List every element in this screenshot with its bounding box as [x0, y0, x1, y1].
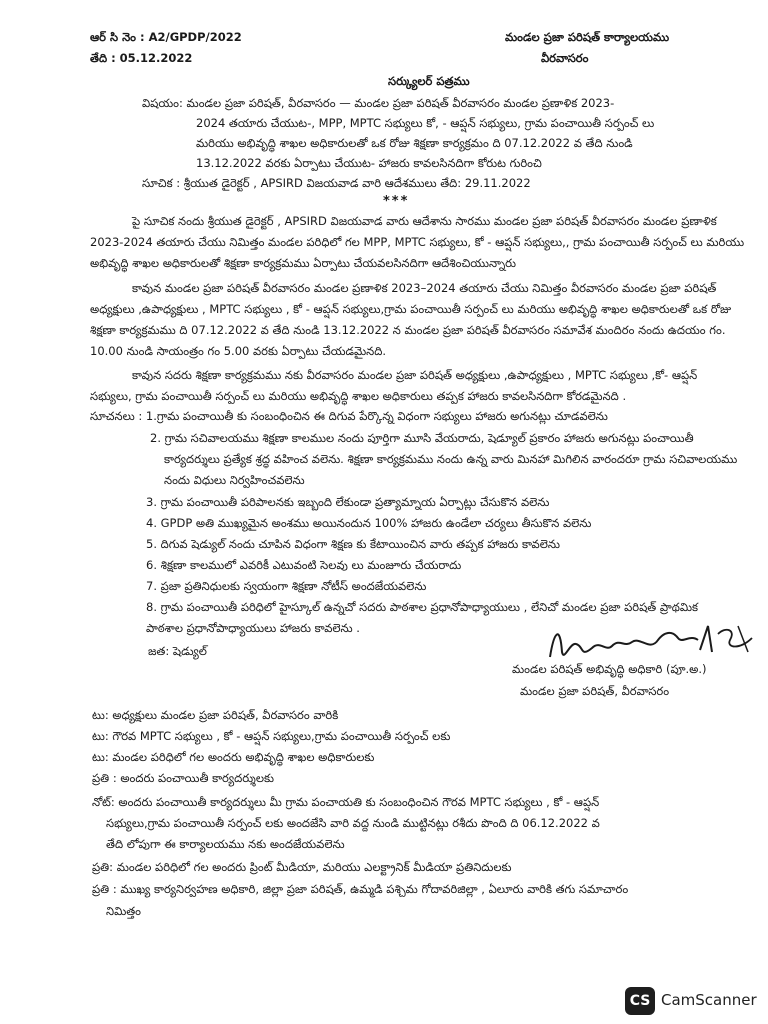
instruction-8-line-1: 8. గ్రామ పంచాయితీ పరిధిలో హైస్కూల్ ఉన్నచో సదరు పాఠశాల ప్రధానోపాధ్యాయులు , లేనిచో మండల ప్రజా పరిషత్ ప్రాథమిక: [146, 600, 699, 614]
enclosure-label: జత: షెడ్యుల్: [148, 644, 207, 658]
instruction-4: 4. GPDP అతి ముఖ్యమైన అంశము అయినందున 100% హాజరు ఉండేలా చర్యలు తీసుకొన వలెను: [146, 516, 592, 530]
instruction-7: 7. ప్రజా ప్రతినిధులకు స్వయంగా శిక్షణా నోటీస్ అందజేయవలెను: [146, 579, 427, 593]
signatory-designation: మండల పరిషత్ అభివృద్ధి అధికారి (పూ.అ.): [512, 662, 707, 676]
subject-line-1: విషయం: మండల ప్రజా పరిషత్, వీరవాసరం — మండల ప్రజా పరిషత్ వీరవాసరం మండల ప్రణాళిక 2023-: [142, 96, 615, 110]
instruction-5: 5. దిగువ షెడ్యుల్ నందు చూపిన విధంగా శిక్షణ కు కేటాయించిన వారు తప్పక హాజరు కావలెను: [146, 537, 560, 551]
instruction-2-line-1: 2. గ్రామ సచివాలయము శిక్షణా కాలముల నందు పూర్తిగా మూసి వేయరాదు, షెడ్యూల్ ప్రకారం హాజరు అగునట్లు పంచాయితీ: [150, 431, 694, 445]
subject-line-3: మరియు అభివృద్ధి శాఖల అధికారులతో ఒక రోజు శిక్షణా కార్యక్రమం ది 07.12.2022 వ తేది నుండి: [196, 136, 633, 150]
note-line-1: నోట్: అందరు పంచాయితీ కార్యదర్శులు మీ గ్రామ పంచాయతి కు సంబంధించిన గౌరవ MPTC సభ్యులు , కో - ఆప్షన్: [92, 795, 600, 809]
instruction-2-line-3: నందు విధులు నిర్వహించవలెను: [164, 473, 305, 487]
instruction-1: సూచనలు : 1.గ్రామ పంచాయితీ కు సంబంధించిన ఈ దిగువ పేర్కొన్న విధంగా సభ్యులు హాజరు అగునట్లు చూడవలెను: [90, 409, 608, 423]
instruction-3: 3. గ్రామ పంచాయితీ పరిపాలనకు ఇబ్బంది లేకుండా ప్రత్యామ్నాయ ఏర్పాట్లు చేసుకొన వలెను: [146, 495, 550, 509]
subject-line-2: 2024 తయారు చేయుట-, MPP, MPTC సభ్యులు కో, - ఆప్షన్ సభ్యులు, గ్రామ పంచాయితీ సర్పంచ్ లు: [196, 116, 655, 130]
office-name: మండల ప్రజా పరిషత్ కార్యాలయము: [505, 30, 670, 44]
camscanner-logo-icon: CS: [625, 987, 655, 1015]
para1-line-2: 2023-2024 తయారు చేయు నిమిత్తం మండల పరిధిలో గల MPP, MPTC సభ్యులు, కో - ఆప్షన్ సభ్యులు,, గ్రామ పంచాయితీ సర్పంచ్ లు మరియు: [90, 235, 745, 249]
para1-line-3: అభివృద్ధి శాఖల అధికారులతో శిక్షణా కార్యక్రమము ఏర్పాటు చేయవలసినదిగా ఆదేశించియున్నారు: [90, 256, 516, 270]
note-line-3: తేది లోపుగా ఈ కార్యాలయము నకు అందజేయవలెను: [106, 837, 345, 851]
signatory-office: మండల ప్రజా పరిషత్, వీరవాసరం: [520, 684, 670, 698]
copy-ceo-line-1: ప్రతి : ముఖ్య కార్యనిర్వహణ అధికారి, జిల్లా ప్రజా పరిషత్, ఉమ్మడి పశ్చిమ గోదావరిజిల్లా , ఏలూరు వారికి తగు సమాచారం: [92, 882, 629, 896]
instruction-6: 6. శిక్షణా కాలములో ఎవరికీ ఎటువంటి సెలవు లు మంజూరు చేయరాదు: [146, 558, 462, 572]
para2-line-4: 10.00 నుండి సాయంత్రం గం 5.00 వరకు ఏర్పాటు చేయడమైనది.: [90, 344, 387, 358]
para3-line-2: సభ్యులు, గ్రామ పంచాయితీ సర్పంచ్ లు మరియు అభివృద్ధి శాఖల అధికారులు తప్పక హాజరు కావలసినదిగా కోరడమైనది .: [90, 389, 627, 403]
para2-line-2: అధ్యక్షులు ,ఉపాధ్యక్షులు , MPTC సభ్యులు , కో - ఆప్షన్ సభ్యులు,గ్రామ పంచాయితీ సర్పంచ్ లు మరియు అభివృద్ధి శాఖల అధికారులతో ఒక రోజు: [90, 302, 732, 316]
separator-stars: ***: [383, 194, 410, 209]
para2-line-3: శిక్షణా కార్యక్రమము ది 07.12.2022 వ తేది నుండి 13.12.2022 న మండల ప్రజా పరిషత్ వీరవాసరం సమావేశ మందిరం నందు ఉదయం గం.: [90, 323, 726, 337]
instruction-8-line-2: పాఠశాల ప్రధానోపాధ్యాయులు హాజరు కావలెను .: [146, 621, 360, 635]
copy-media: ప్రతి: మండల పరిధిలో గల అందరు ప్రింట్ మీడియా, మరియు ఎలక్ట్రానిక్ మీడియా ప్రతినిదులకు: [92, 860, 512, 874]
instruction-2-line-2: కార్యదర్శులు ప్రత్యేక శ్రద్ధ వహించ వలెను. శిక్షణా కార్యక్రమము నందు ఉన్న వారు మినహా మిగిలిన వారందరూ గ్రామ సచివాలయము: [164, 452, 738, 466]
camscanner-watermark: CamScanner: [661, 991, 757, 1009]
subject-line-4: 13.12.2022 వరకు ఏర్పాటు చేయుట- హాజరు కావలసినదిగా కోరుట గురించి: [196, 156, 542, 170]
document-date: తేది : 05.12.2022: [90, 51, 193, 65]
recipient-3: టు: మండల పరిధిలో గల అందరు అభివృద్ధి శాఖల అధికారులకు: [92, 750, 375, 764]
note-line-2: సభ్యులు,గ్రామ పంచాయితీ సర్పంచ్ లకు అందజేసి వారి వద్ద నుండి ముట్టినట్లు రశీదు పొంది ది 06.12.2022 వ: [106, 816, 600, 830]
office-location: వీరవాసరం: [541, 51, 589, 65]
para1-line-1: పై సూచిక నందు శ్రీయుత డైరెక్టర్ , APSIRD విజయవాడ వారు ఆదేశాను సారము మండల ప్రజా పరిషత్ వీరవాసరం మండల ప్రణాళిక: [132, 214, 717, 228]
recipient-1: టు: అధ్యక్షులు మండల ప్రజా పరిషత్, వీరవాసరం వారికి: [92, 708, 339, 722]
recipient-2: టు: గౌరవ MPTC సభ్యులు , కో - ఆప్షన్ సభ్యులు,గ్రామ పంచాయితీ సర్పంచ్ లకు: [92, 729, 451, 743]
para3-line-1: కావున సదరు శిక్షణా కార్యక్రమము నకు వీరవాసరం మండల ప్రజా పరిషత్ అధ్యక్షులు ,ఉపాధ్యక్షులు , MPTC సభ్యులు ,కో- ఆప్షన్: [132, 368, 698, 382]
copy-ceo-line-2: నిమిత్తం: [106, 904, 142, 918]
reference-number: ఆర్ సి నెం : A2/GPDP/2022: [90, 30, 242, 44]
para2-line-1: కావున మండల ప్రజా పరిషత్ వీరవాసరం మండల ప్రణాళిక 2023–2024 తయారు చేయు నిమిత్తం వీరవాసరం మండల ప్రజా పరిషత్: [132, 281, 717, 295]
document-title: సర్క్యులర్ పత్రము: [388, 74, 470, 88]
copy-to-secretaries: ప్రతి : అందరు పంచాయితీ కార్యదర్శులకు: [92, 771, 274, 785]
reference-line: సూచిక : శ్రీయుత డైరెక్టర్ , APSIRD విజయవాడ వారి ఆదేశములు తేది: 29.11.2022: [142, 176, 531, 190]
